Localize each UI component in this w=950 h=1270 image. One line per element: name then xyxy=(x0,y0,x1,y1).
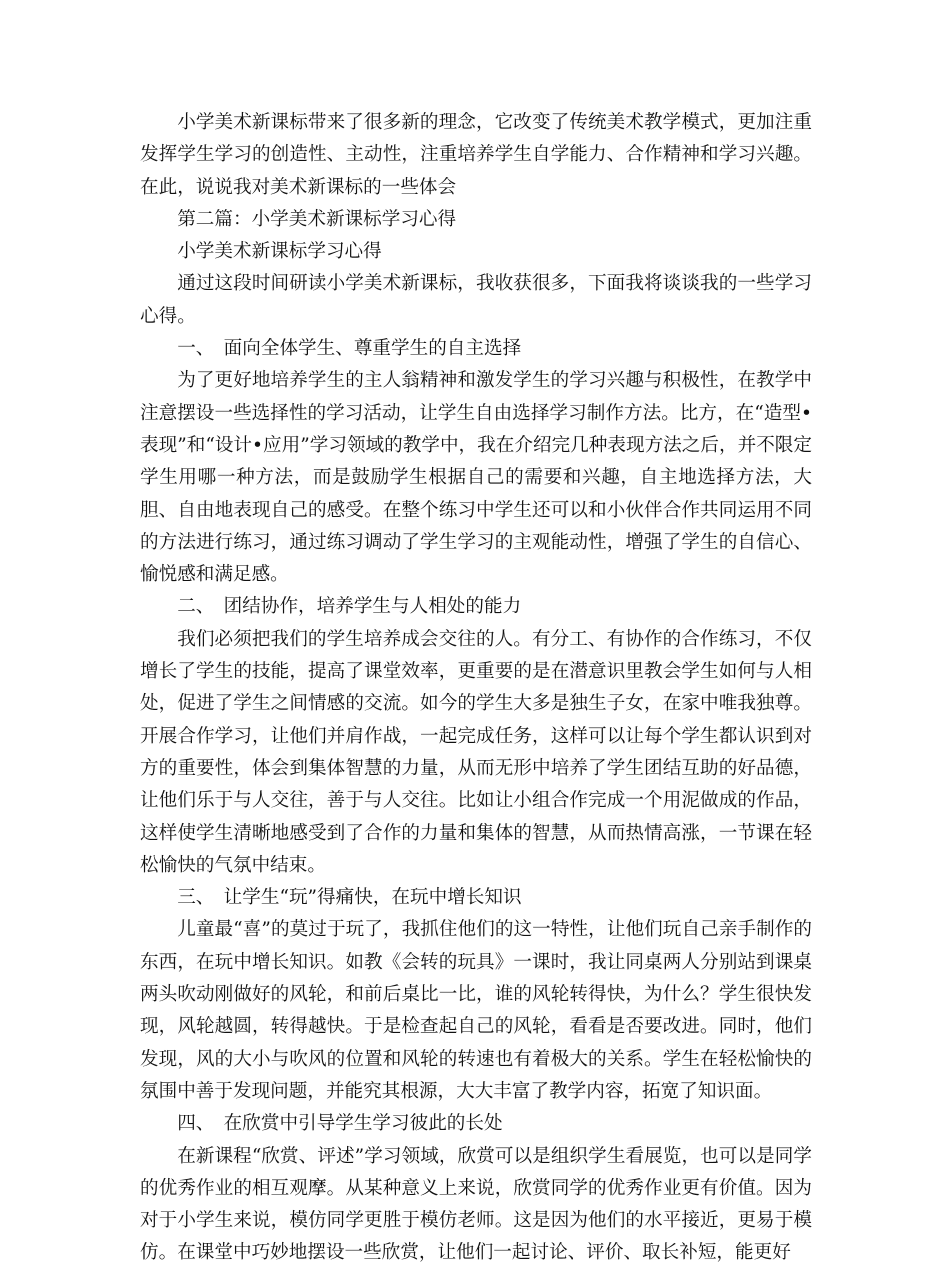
section-heading: 三、 让学生“玩”得痛快，在玩中增长知识 xyxy=(177,887,522,909)
body-paragraph: 在新课程“欣赏、评述”学习领域，欣赏可以是组织学生看展览，也可以是同学的优秀作业的相互观摩。从某种意义上来说，欣赏同学的优秀作业更有价值。因为对于小学生来说，模仿同学更胜于模仿老师。这是因为他们的水平接近，更易于模仿。在课堂中巧妙地摆设一些欣赏，让他们一起讨论、评价、取长补短，能更好 xyxy=(140,1145,812,1264)
body-paragraph: 儿童最“喜”的莫过于玩了，我抓住他们的这一特性，让他们玩自己亲手制作的东西，在玩中增长知识。如教《会转的玩具》一课时，我让同桌两人分别站到课桌两头吹动刚做好的风轮，和前后桌比一比，谁的风轮转得快，为什么？学生很快发现，风轮越圆，转得越快。于是检查起自己的风轮，看看是否要改进。同时，他们发现，风的大小与吹风的位置和风轮的转速也有着极大的关系。学生在轻松愉快的氛围中善于发现问题，并能究其根源，大大丰富了教学内容，拓宽了知识面。 xyxy=(140,919,812,1102)
section-heading: 四、 在欣赏中引导学生学习彼此的长处 xyxy=(177,1113,503,1135)
document-body xyxy=(140,107,812,1270)
section-heading: 二、 团结协作，培养学生与人相处的能力 xyxy=(177,596,522,618)
article-title: 小学美术新课标学习心得 xyxy=(177,241,382,263)
body-paragraph: 通过这段时间研读小学美术新课标，我收获很多，下面我将谈谈我的一些学习心得。 xyxy=(140,273,812,327)
section-title: 第二篇：小学美术新课标学习心得 xyxy=(177,208,457,230)
intro-paragraph: 小学美术新课标带来了很多新的理念，它改变了传统美术教学模式，更加注重发挥学生学习的创造性、主动性，注重培养学生自学能力、合作精神和学习兴趣。在此，说说我对美术新课标的一些体会 xyxy=(140,112,812,198)
section-heading: 一、 面向全体学生、尊重学生的自主选择 xyxy=(177,338,522,360)
body-paragraph: 为了更好地培养学生的主人翁精神和激发学生的学习兴趣与积极性，在教学中注意摆设一些选择性的学习活动，让学生自由选择学习制作方法。比方，在“造型•表现”和“设计•应用”学习领域的教学中，我在介绍完几种表现方法之后，并不限定学生用哪一种方法，而是鼓励学生根据自己的需要和兴趣，自主地选择方法，大胆、自由地表现自己的感受。在整个练习中学生还可以和小伙伴合作共同运用不同的方法进行练习，通过练习调动了学生学习的主观能动性，增强了学生的自信心、愉悦感和满足感。 xyxy=(140,370,812,586)
body-paragraph: 我们必须把我们的学生培养成会交往的人。有分工、有协作的合作练习，不仅增长了学生的技能，提高了课堂效率，更重要的是在潜意识里教会学生如何与人相处，促进了学生之间情感的交流。如今的学生大多是独生子女，在家中唯我独尊。开展合作学习，让他们并肩作战，一起完成任务，这样可以让每个学生都认识到对方的重要性，体会到集体智慧的力量，从而无形中培养了学生团结互助的好品德，让他们乐于与人交往，善于与人交往。比如让小组合作完成一个用泥做成的作品，这样使学生清晰地感受到了合作的力量和集体的智慧，从而热情高涨，一节课在轻松愉快的气氛中结束。 xyxy=(140,628,812,876)
